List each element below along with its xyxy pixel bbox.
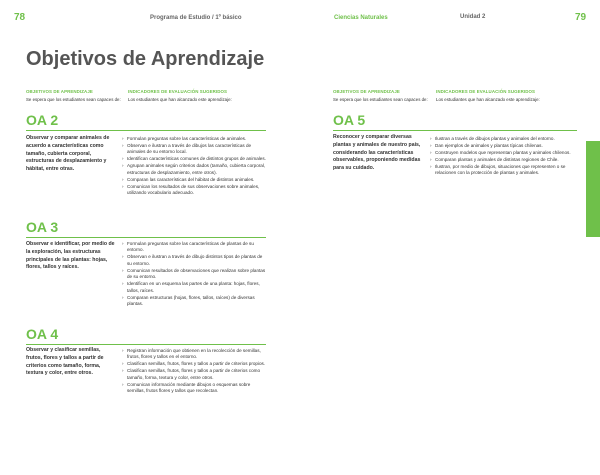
col-sub-objectives: Se espera que los estudiantes sean capaces de: [333,97,428,102]
col-header-indicators: INDICADORES DE EVALUACIÓN SUGERIDOS [128,89,228,94]
indicator-item: › Ilustran, por medio de dibujos, situaciones que representen o se relacionen con la protección de plantas y animales. [430,164,566,176]
left-page-number: 78 [14,12,26,23]
col-sub-indicators: Los estudiantes que han alcanzado este aprendizaje: [436,97,540,102]
indicator-item: › Comunican resultados de observaciones que realizan sobre plantas de su entorno. [122,267,266,280]
indicator-list [122,348,268,395]
indicator-item: › Comunican información mediante dibujos o esquemas sobre semillas, frutos flores y tallos que recolectan. [122,381,251,394]
indicator-item: › Formulan preguntas sobre las características de animales. [122,136,247,141]
indicator-list [122,136,268,197]
indicator-list [430,136,578,177]
oa-description: Observar e identificar, por medio de la exploración, las estructuras principales de las plantas: hojas, flores, tallos y raíces. [26,241,115,271]
oa-divider [333,130,577,131]
page-title: Objetivos de Aprendizaje [26,48,265,70]
indicator-item: › Comparan plantas y animales de distintas regiones de Chile. [430,157,559,162]
oa-divider [26,130,266,131]
indicator-item: › Construyen modelos que representan plantas y animales chilenos. [430,150,571,155]
indicator-item: › Clasifican semillas, frutos, flores y tallos a partir de criterios como tamaño, forma, textura y color, entre otros. [122,368,261,380]
indicator-item: › Agrupan animales según criterios dados (tamaño, cubierta corporal, estructuras de desplazamiento, entre otros). [122,163,266,175]
section-edge-tab [586,141,600,237]
oa-title: OA 2 [26,112,59,128]
oa-title: OA 3 [26,219,59,235]
oa-description: Observar y comparar animales de acuerdo a características como tamaño, cubierta corporal, estructuras de desplazamiento y hábitat, entre otras. [26,135,110,173]
col-sub-indicators: Los estudiantes que han alcanzado este aprendizaje: [128,97,232,102]
oa-title: OA 5 [333,112,366,128]
right-page-number: 79 [575,12,587,23]
indicator-item: › Observan e ilustran a través de dibujos las características de animales de su entorno local. [122,143,252,155]
indicator-item: › Comunican los resultados de sus observaciones sobre animales, utilizando vocabulario adecuado. [122,183,260,196]
indicator-item: › Dan ejemplos de animales y plantas típicas chilenas. [430,143,543,148]
indicator-item: › Identifican características comunes de distintos grupos de animales. [122,156,266,162]
col-header-indicators: INDICADORES DE EVALUACIÓN SUGERIDOS [436,89,536,94]
program-title: Programa de Estudio / 1º básico [150,15,242,21]
subject-label: Ciencias Naturales [334,15,388,21]
oa-title: OA 4 [26,326,59,342]
col-sub-objectives: Se espera que los estudiantes sean capaces de: [26,97,121,102]
oa-divider [26,344,266,345]
indicator-item: › Ilustran a través de dibujos plantas y animales del entorno. [430,136,555,141]
indicator-item: › Registran información que obtienen en la recolección de semillas, frutos, flores y tallos en el entorno. [122,348,261,360]
indicator-item: › Comparan estructuras (hojas, flores, tallos, raíces) de diversas plantas. [122,294,255,307]
col-header-objectives: OBJETIVOS DE APRENDIZAJE [26,89,93,94]
indicator-list [122,241,268,308]
oa-divider [26,237,266,238]
indicator-item: › Comparan las características del hábitat de distintos animales. [122,176,255,182]
indicator-item: › Observan e ilustran a través de dibujo distintos tipos de plantas de su entorno. [122,254,263,266]
unit-label: Unidad 2 [460,14,486,20]
oa-description: Reconocer y comparar diversas plantas y animales de nuestro país, considerando las características observables, proponiendo medidas para su cuidado. [333,134,421,172]
indicator-item: › Identifican en un esquema las partes de una planta: hojas, flores, tallos, raíces. [122,281,260,293]
indicator-item: › Clasifican semillas, frutos, flores y tallos a partir de criterios propios. [122,361,266,367]
oa-description: Observar y clasificar semillas, frutos, flores y tallos a partir de criterios como tamaño, forma, textura y color, entre otros. [26,347,104,377]
col-header-objectives: OBJETIVOS DE APRENDIZAJE [333,89,400,94]
indicator-item: › Formulan preguntas sobre las características de plantas de su entorno. [122,241,254,253]
